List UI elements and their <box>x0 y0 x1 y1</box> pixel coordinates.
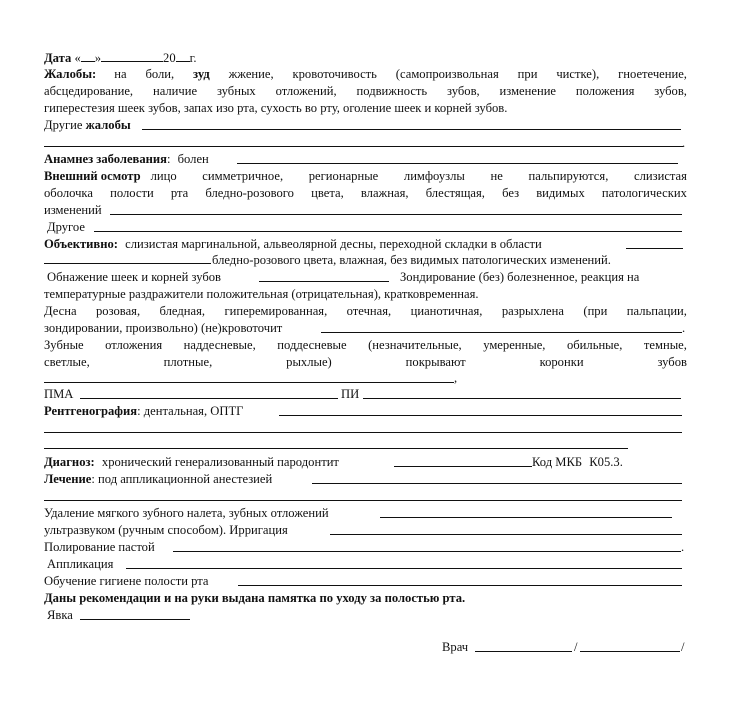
deposits-teeth-field[interactable] <box>44 382 454 383</box>
pma-field[interactable] <box>80 398 338 399</box>
word: чистке), <box>556 67 600 81</box>
application-field[interactable] <box>126 568 682 569</box>
polishing-period: . <box>681 540 685 554</box>
word: гноетечение, <box>618 67 687 81</box>
other-complaints-field[interactable] <box>142 129 681 130</box>
objective-line-3b: Зондирование (без) болезненное, реакция на <box>400 270 640 284</box>
word: наличие <box>152 84 198 98</box>
word: подвижность <box>356 84 428 98</box>
word: изменение <box>499 84 557 98</box>
external-exam-text-1 <box>151 169 687 183</box>
treatment-text: : под аппликационной анестезией <box>91 472 273 486</box>
date-label: Дата <box>44 51 72 65</box>
other-complaints-prefix: Другие <box>44 118 86 132</box>
other-field[interactable] <box>94 231 682 232</box>
word: зубов <box>657 355 687 369</box>
word: жжение, <box>228 67 274 81</box>
pma-label: ПМА <box>44 387 74 401</box>
hygiene-line: Обучение гигиене полости рта <box>44 574 209 588</box>
word: цианотичная, <box>410 304 483 318</box>
external-exam-line-1 <box>44 169 687 183</box>
objective-area-field-2[interactable] <box>44 263 211 264</box>
word: лицо <box>150 169 177 183</box>
icd-label: Код МКБ <box>532 455 583 469</box>
application-line: Аппликация <box>47 557 114 571</box>
word: наддесневые, <box>183 338 256 352</box>
word: зубов, <box>447 84 480 98</box>
word: полости <box>110 186 154 200</box>
treatment-field-2[interactable] <box>44 500 682 501</box>
word: слизистая <box>633 169 687 183</box>
treatment-label: Лечение <box>44 472 92 486</box>
bleeding-period: . <box>682 321 686 335</box>
external-exam-line-2 <box>44 186 687 200</box>
word: покрывают <box>405 355 466 369</box>
visit-label: Явка <box>47 608 73 622</box>
objective-line-7 <box>44 338 687 352</box>
year-field[interactable] <box>176 50 190 62</box>
objective-line-4: температурные раздражители положительная (отрицательная), кратковременная. <box>44 287 479 301</box>
word: Десна <box>44 304 77 318</box>
word: розовая, <box>96 304 141 318</box>
word: абсцедирование, <box>44 84 134 98</box>
exposure-field[interactable] <box>259 281 389 282</box>
date-year-suffix: г. <box>189 51 197 65</box>
word: пальпации, <box>626 304 687 318</box>
word: при <box>517 67 538 81</box>
deposits-comma: , <box>454 371 458 385</box>
bleeding-field[interactable] <box>321 332 682 333</box>
word: видимых <box>536 186 585 200</box>
word: светлые, <box>44 355 90 369</box>
anamnesis-colon: : <box>166 152 171 166</box>
objective-text-1: слизистая маргинальной, альвеолярной десны, переходной складки в области <box>125 237 542 251</box>
word: разрыхлена <box>501 304 564 318</box>
objective-label: Объективно: <box>44 237 118 251</box>
word: поддесневые <box>277 338 347 352</box>
treatment-field[interactable] <box>312 483 682 484</box>
word: бледная, <box>159 304 206 318</box>
word: не <box>490 169 503 183</box>
word: (при <box>583 304 608 318</box>
word: гиперемированная, <box>224 304 328 318</box>
date-year-prefix: 20 <box>163 51 176 65</box>
irrigation-field[interactable] <box>330 534 682 535</box>
polishing-field[interactable] <box>173 551 681 552</box>
xray-field-2[interactable] <box>44 432 682 433</box>
word: патологических <box>601 186 687 200</box>
objective-line-5 <box>44 304 687 318</box>
other-complaints-field-2[interactable] <box>44 146 683 147</box>
date-line <box>44 50 197 65</box>
word: пальпируются, <box>528 169 609 183</box>
anamnesis-line <box>44 152 209 166</box>
removal-field[interactable] <box>380 517 672 518</box>
word: отложения <box>105 338 163 352</box>
pi-label: ПИ <box>341 387 360 401</box>
word: (незначительные, <box>368 338 462 352</box>
other-complaints-label: жалобы <box>85 118 131 132</box>
word: рыхлые) <box>286 355 332 369</box>
word: оболочка <box>44 186 93 200</box>
xray-text: дентальная, ОПТГ <box>143 404 244 418</box>
other-label: Другое <box>47 220 85 234</box>
recommendation: Даны рекомендации и на руки выдана памятка по уходу за полостью рта. <box>44 591 466 605</box>
complaints-line-1 <box>44 67 687 81</box>
anamnesis-label: Анамнез заболевания <box>44 152 167 166</box>
month-field[interactable] <box>101 50 163 62</box>
objective-line-1 <box>44 237 542 251</box>
word: бледно-розового <box>205 186 294 200</box>
diagnosis-text: хронический генерализованный пародонтит <box>101 455 339 469</box>
doctor-signature-field[interactable] <box>475 651 572 652</box>
diagnosis-field[interactable] <box>394 466 532 467</box>
objective-line-3a: Обнажение шеек и корней зубов <box>47 270 221 284</box>
xray-colon: : <box>137 404 141 418</box>
word: зубов, <box>654 84 687 98</box>
other-complaints-line <box>44 118 131 132</box>
treatment-line <box>44 472 272 486</box>
hygiene-field[interactable] <box>238 585 682 586</box>
word: Зубные <box>44 338 84 352</box>
word: кровоточивость <box>292 67 377 81</box>
external-exam-field[interactable] <box>110 214 682 215</box>
word: влажная, <box>360 186 409 200</box>
word: отечная, <box>346 304 392 318</box>
objective-line-8 <box>44 355 687 369</box>
complaints-line-3: гиперестезия шеек зубов, запах изо рта, сухость во рту, оголение шеек и корней зубов. <box>44 101 508 115</box>
other-complaints-period: . <box>682 136 686 150</box>
word: блестящая, <box>425 186 485 200</box>
complaints-label: Жалобы: <box>44 67 97 81</box>
word: обильные, <box>566 338 623 352</box>
ultrasound-line: ультразвуком (ручным способом). Ирригация <box>44 523 288 537</box>
word: отложений, <box>275 84 337 98</box>
icd-code: К05.3. <box>589 455 623 469</box>
word: лимфоузлы <box>403 169 465 183</box>
polishing-line: Полирование пастой <box>44 540 155 554</box>
doctor-label: Врач <box>442 640 469 654</box>
external-exam-label: Внешний осмотр <box>44 169 141 183</box>
objective-area-field[interactable] <box>626 248 683 249</box>
visit-field[interactable] <box>80 619 190 620</box>
diagnosis-label: Диагноз: <box>44 455 95 469</box>
date-close-quote: » <box>94 51 102 65</box>
word: регионарные <box>308 169 379 183</box>
xray-line <box>44 404 243 418</box>
xray-label: Рентгенография <box>44 404 138 418</box>
word: рта <box>170 186 189 200</box>
word: боли, <box>145 67 175 81</box>
anamnesis-text: болен <box>177 152 209 166</box>
word: (самопроизвольная <box>395 67 499 81</box>
diagnosis-line <box>44 455 339 469</box>
icd-line <box>532 455 623 469</box>
objective-line-6: зондировании, произвольно) (не)кровоточит <box>44 321 283 335</box>
complaints-text-1 <box>114 67 687 81</box>
external-exam-line-3: изменений <box>44 203 102 217</box>
xray-field-3[interactable] <box>44 448 628 449</box>
word: умеренные, <box>483 338 546 352</box>
objective-line-2: бледно-розового цвета, влажная, без видимых патологических изменений. <box>212 253 611 267</box>
word: темные, <box>643 338 687 352</box>
word: плотные, <box>163 355 213 369</box>
signature-slash-2: / <box>681 640 685 654</box>
word: на <box>114 67 127 81</box>
doctor-name-field[interactable] <box>580 651 680 652</box>
pi-field[interactable] <box>363 398 681 399</box>
signature-slash-1: / <box>574 640 578 654</box>
word: цвета, <box>311 186 344 200</box>
word: без <box>502 186 520 200</box>
xray-field[interactable] <box>279 415 682 416</box>
word: симметричное, <box>202 169 284 183</box>
word: положения <box>575 84 635 98</box>
anamnesis-field[interactable] <box>237 163 678 164</box>
word: коронки <box>539 355 584 369</box>
date-open-quote: « <box>74 51 81 65</box>
removal-line: Удаление мягкого зубного налета, зубных отложений <box>44 506 329 520</box>
complaints-line-2 <box>44 84 687 98</box>
word: зубных <box>216 84 256 98</box>
word: зуд <box>193 67 210 81</box>
day-field[interactable] <box>81 50 95 62</box>
